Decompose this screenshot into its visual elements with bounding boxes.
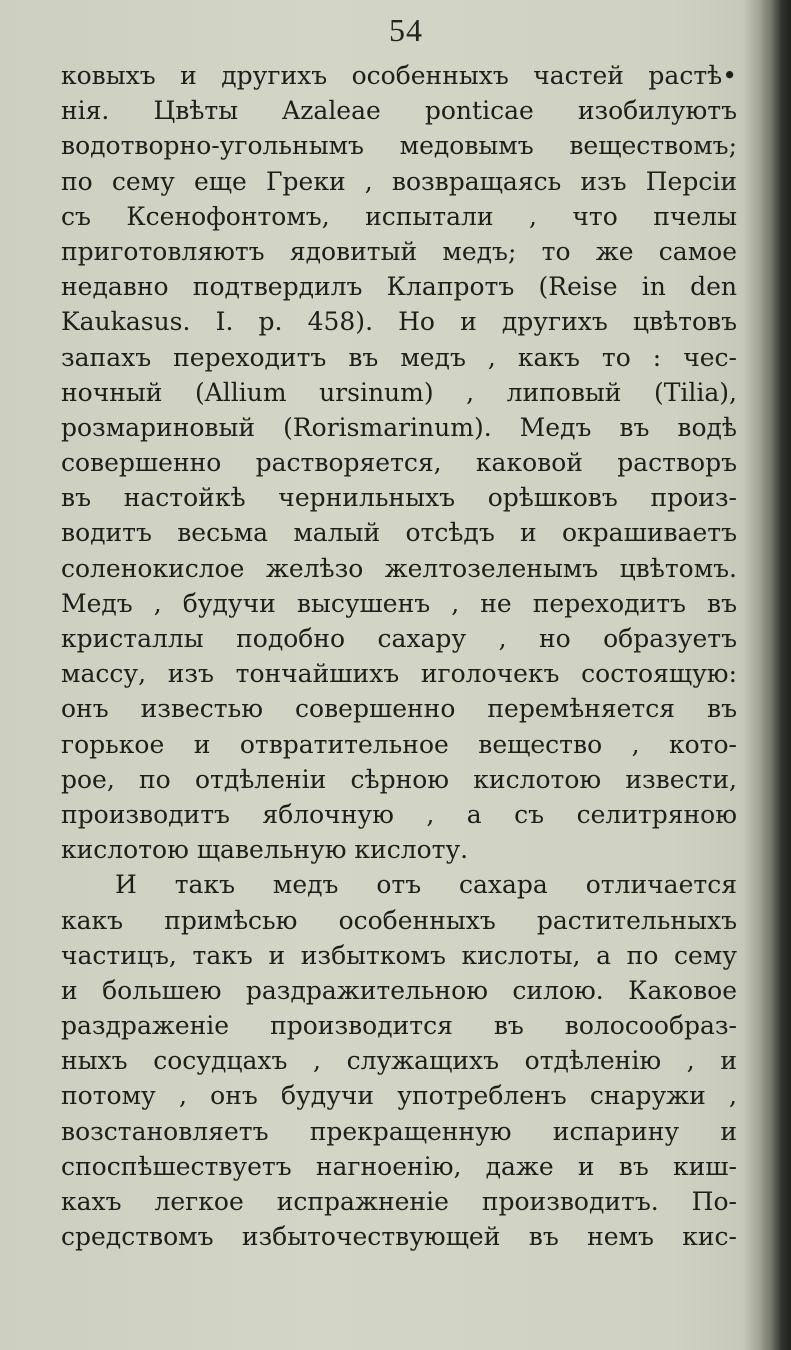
text-line: приготовляютъ ядовитый медъ; то же самое [61,236,737,266]
text-line: соленокислое желѣзо желтозеленымъ цвѣтомъ. [61,553,737,583]
text-line: массу, изъ тончайшихъ иголочекъ состоящую: [61,659,737,689]
text-line: Медъ , будучи высушенъ , не переходитъ въ [61,588,737,618]
paragraph-start-line: И такъ медъ отъ сахара отличается [115,870,737,900]
text-line: рое, по отдѣленіи сѣрною кислотою извести, [61,764,737,794]
text-line: ковыхъ и другихъ особенныхъ частей растѣ• [61,61,737,90]
text-line: запахъ переходитъ въ медъ , какъ то : чес- [61,342,737,372]
text-line: кахъ легкое испражненіе производитъ. По- [61,1187,737,1216]
text-line: ныхъ сосудцахъ , служащихъ отдѣленію , и [61,1046,737,1076]
text-line: совершенно растворяется, каковой растворъ [61,448,737,478]
text-line: водотворно-угольнымъ медовымъ веществомъ; [61,131,737,161]
text-line: нія. Цвѣты Azaleae ponticae изобилуютъ [61,96,737,126]
text-line: водитъ весьма малый отсѣдъ и окрашиваетъ [61,518,737,548]
text-line: производитъ яблочную , а съ селитряною [61,799,737,829]
text-line: частицъ, такъ и избыткомъ кислоты, а по сему [61,940,737,970]
text-line: споспѣшествуетъ нагноенію, даже и въ киш- [61,1151,737,1181]
body-text [61,58,737,1254]
text-line: по сему еще Греки , возвращаясь изъ Персіи [61,166,737,196]
text-line: онъ известью совершенно перемѣняется въ [61,694,737,724]
text-line: розмариновый (Rorismarinum). Медъ въ водѣ [61,412,737,442]
text-line: возстановляетъ прекращенную испарину и [61,1116,737,1146]
text-line: недавно подтвердилъ Клапротъ (Reise in den [61,272,737,302]
text-line: какъ примѣсью особенныхъ растительныхъ [61,905,737,935]
text-line: и большею раздражительною силою. Каковое [61,975,737,1005]
paragraph-end-line: кислотою щавельную кислоту. [61,835,469,865]
page-binding-shadow [761,0,791,1350]
text-line: горькое и отвратительное вещество , кото- [61,729,737,759]
text-line: кристаллы подобно сахару , но образуетъ [61,624,737,653]
text-line: средствомъ избыточествующей въ немъ кис- [61,1222,737,1252]
text-line: съ Ксенофонтомъ, испытали , что пчелы [61,201,737,231]
text-line: ночный (Allium ursinum) , липовый (Tilia), [61,377,737,407]
text-line: потому , онъ будучи употребленъ снаружи , [61,1081,737,1111]
page-number: 54 [389,12,423,48]
text-line: Kaukasus. I. p. 458). Но и другихъ цвѣтовъ [61,307,737,337]
text-line: въ настойкѣ чернильныхъ орѣшковъ произ- [61,483,737,513]
text-line: раздраженіе производится въ волосообраз- [61,1011,737,1041]
